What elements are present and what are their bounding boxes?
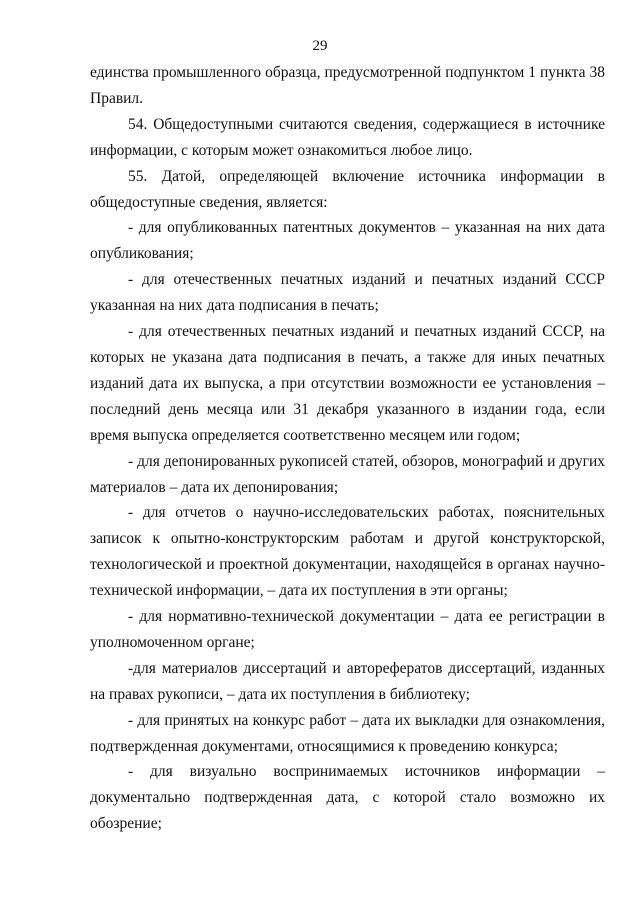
list-item-domestic-print-signed: - для отечественных печатных изданий и печатных изданий СССР указанная на них дата подписания в печать; bbox=[90, 271, 605, 315]
list-item-research-reports: - для отчетов о научно-исследовательских работах, пояснительных записок к опытно-конструкторским работам и другой конструкторской, технологической и проектной документации, находящейся в органах научно-технической информации, – дата их поступления в эти органы; bbox=[90, 504, 605, 600]
list-item-normative-documentation: - для нормативно-технической документации – дата ее регистрации в уполномоченном органе; bbox=[90, 608, 605, 651]
list-item-domestic-print-unsigned: - для отечественных печатных изданий и печатных изданий СССР, на которых не указана дата подписания в печать, а также для иных печатных изданий дата их выпуска, а при отсутствии возможности ее установления – последний день месяца или 31 декабря указанного в издании года, если время выпуска определяется соответственно месяцем или годом; bbox=[90, 323, 605, 444]
document-body bbox=[90, 60, 605, 837]
list-item-patent-documents: - для опубликованных патентных документов – указанная на них дата опубликования; bbox=[90, 219, 605, 263]
paragraph-54: 54. Общедоступными считаются сведения, содержащиеся в источнике информации, с которым может ознакомиться любое лицо. bbox=[90, 115, 605, 159]
paragraph-continuation: единства промышленного образца, предусмотренной подпунктом 1 пункта 38 Правил. bbox=[90, 64, 605, 107]
page-number: 29 bbox=[312, 38, 328, 54]
list-item-deposited-manuscripts: - для депонированных рукописей статей, обзоров, монографий и других материалов – дата их депонирования; bbox=[90, 452, 605, 496]
paragraph-55: 55. Датой, определяющей включение источника информации в общедоступные сведения, является: bbox=[90, 167, 605, 211]
list-item-visual-sources: - для визуально воспринимаемых источников информации – документально подтвержденная дата, с которой стало возможно их обозрение; bbox=[90, 763, 605, 833]
list-item-dissertations: -для материалов диссертаций и авторефератов диссертаций, изданных на правах рукописи, – дата их поступления в библиотеку; bbox=[90, 659, 605, 703]
list-item-contest-works: - для принятых на конкурс работ – дата их выкладки для ознакомления, подтвержденная документами, относящимися к проведению конкурса; bbox=[90, 711, 605, 755]
